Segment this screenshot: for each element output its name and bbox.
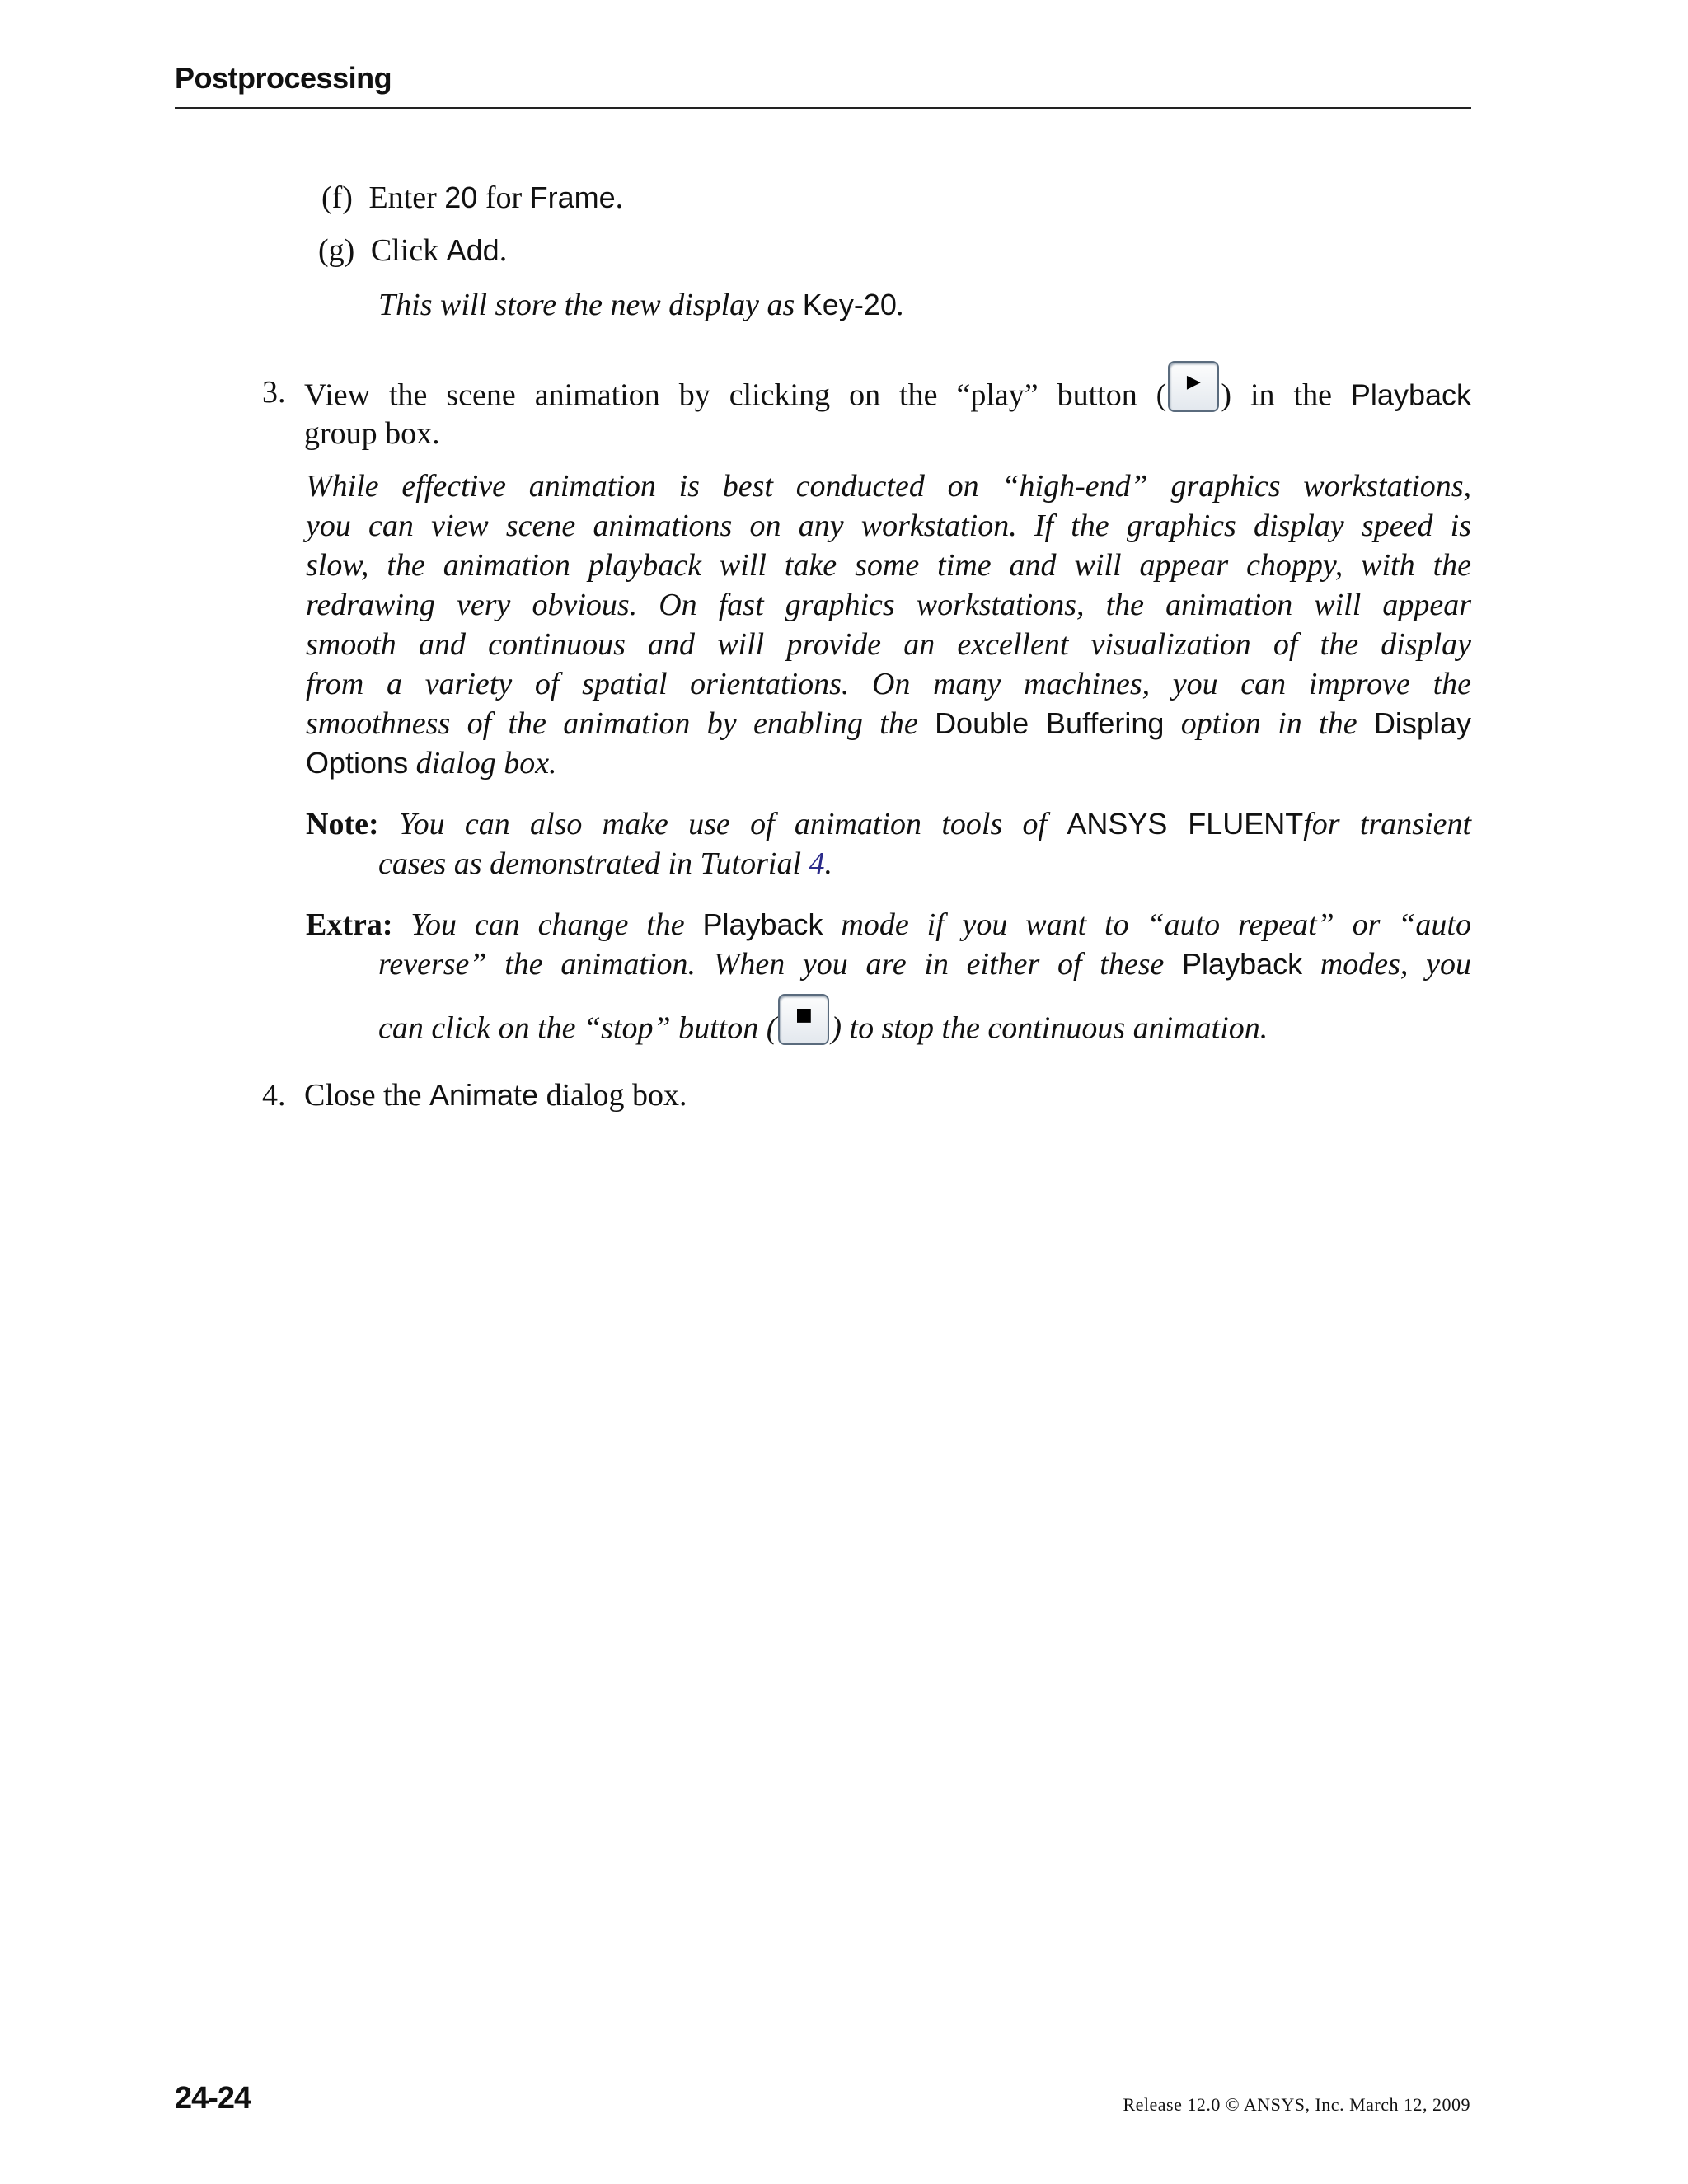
tutorial-link[interactable]: 4 xyxy=(809,846,825,881)
extra-line-3-post: ) to stop the continuous animation. xyxy=(831,1010,1268,1046)
para-line-8-ui: Options xyxy=(306,746,409,780)
para-line-7-mid: option in the xyxy=(1164,706,1374,741)
extra-label: Extra: xyxy=(306,907,393,942)
extra-line-2-ui: Playback xyxy=(1182,947,1303,981)
extra-line-2-post: modes, you xyxy=(1302,947,1471,982)
note-line-1-ui: ANSYS FLUENT xyxy=(1067,807,1304,841)
step-3-playback: Playback xyxy=(1350,377,1471,412)
note-label: Note: xyxy=(306,807,379,841)
play-icon: ▶ xyxy=(1168,361,1219,412)
step-g-note xyxy=(378,285,904,325)
step-f-field: Frame xyxy=(529,180,616,214)
para-line-8 xyxy=(306,743,557,783)
step-3-line2: group box. xyxy=(304,416,440,451)
header-title: Postprocessing xyxy=(175,61,392,95)
step-g-note-pre: This will store the new display as xyxy=(378,288,803,322)
note-line-2 xyxy=(378,844,832,883)
step-f-mid: for xyxy=(477,180,530,215)
para-line-7-ui: Double Buffering xyxy=(935,706,1165,740)
extra-line-3 xyxy=(378,1005,1268,1057)
para-line-5: smooth and continuous and will provide an excellent visualization of the display xyxy=(306,627,1471,662)
step-g-note-key: Key-20 xyxy=(802,288,897,321)
step-f-pre: Enter xyxy=(368,180,445,215)
step-g-label: (g) xyxy=(318,233,355,268)
step-3-line1-pre: View the scene animation by clicking on the “play” button ( xyxy=(304,377,1167,413)
para-line-2: you can view scene animations on any workstation. If the graphics display speed is xyxy=(306,509,1471,543)
step-4-post: dialog box. xyxy=(538,1078,687,1113)
footer-page-number: 24-24 xyxy=(175,2081,251,2116)
step-4 xyxy=(304,1076,687,1115)
para-line-7 xyxy=(306,704,1471,743)
note-line-2-post: . xyxy=(824,846,833,881)
extra-line-1-pre: You can change the xyxy=(410,907,703,942)
note-line-2-pre: cases as demonstrated in Tutorial xyxy=(378,846,809,881)
step-3-line1-post: ) in the xyxy=(1221,377,1351,413)
para-line-1: While effective animation is best conducted on “high-end” graphics workstations, xyxy=(306,469,1471,504)
extra-line-2 xyxy=(378,944,1471,984)
extra-line-3-pre: can click on the “stop” button ( xyxy=(378,1010,777,1046)
para-line-3: slow, the animation playback will take some time and will appear choppy, with the xyxy=(306,548,1471,583)
para-line-4: redrawing very obvious. On fast graphics workstations, the animation will appear xyxy=(306,588,1471,622)
step-4-pre: Close the xyxy=(304,1078,429,1113)
footer-release: Release 12.0 © ANSYS, Inc. March 12, 2009 xyxy=(1123,2094,1470,2115)
step-f-post: . xyxy=(615,180,624,215)
step-4-label: 4. xyxy=(262,1078,286,1113)
header-rule xyxy=(175,107,1471,109)
step-g-note-post: . xyxy=(896,288,905,322)
para-line-6: from a variety of spatial orientations. On many machines, you can improve the xyxy=(306,667,1471,701)
step-3-line1 xyxy=(304,373,1471,424)
step-f xyxy=(321,178,623,218)
step-g-post: . xyxy=(499,233,508,268)
step-3-label: 3. xyxy=(262,375,286,410)
note-line-1 xyxy=(306,804,1471,844)
extra-line-1 xyxy=(306,905,1471,944)
note-line-1-pre: You can also make use of animation tools of xyxy=(398,807,1067,841)
step-f-label: (f) xyxy=(321,180,353,215)
extra-line-1-ui: Playback xyxy=(702,907,823,941)
step-g-button: Add xyxy=(446,233,499,267)
step-g-pre: Click xyxy=(370,233,447,268)
extra-line-2-pre: reverse” the animation. When you are in either of these xyxy=(378,947,1183,982)
step-g xyxy=(318,231,507,270)
para-line-7-pre: smoothness of the animation by enabling the xyxy=(306,706,935,741)
step-4-dialog: Animate xyxy=(429,1078,539,1112)
stop-icon: ■ xyxy=(778,994,829,1045)
para-line-7-ui2: Display xyxy=(1373,706,1471,740)
note-line-1-post: for transient xyxy=(1303,807,1472,841)
step-f-value: 20 xyxy=(444,180,478,214)
para-line-8-post: dialog box. xyxy=(408,746,557,780)
extra-line-1-post: mode if you want to “auto repeat” or “auto xyxy=(823,907,1471,942)
